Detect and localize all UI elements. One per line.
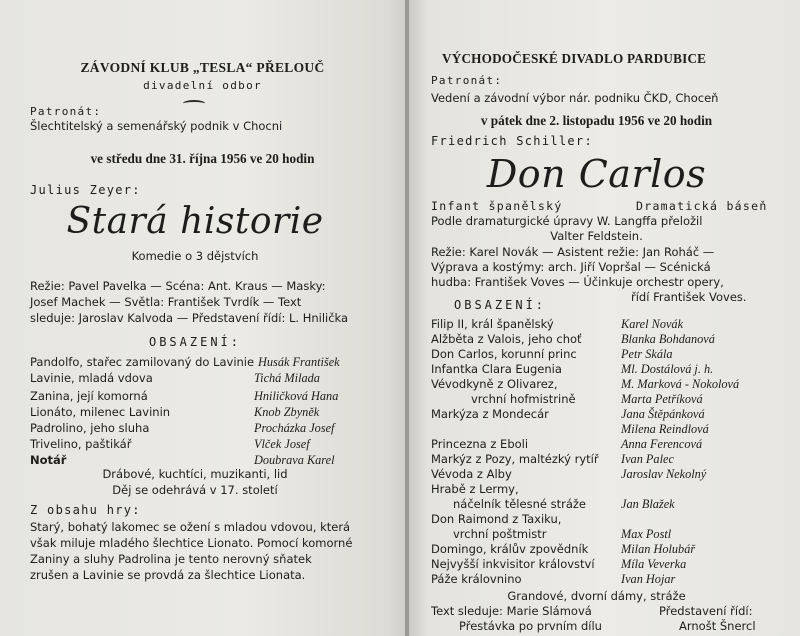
cast-role: Páže královnino [431,572,522,586]
play-subtitle: Komedie o 3 dějstvích [131,249,259,263]
cast-actor: Tichá Milada [254,371,320,385]
cast-actor: Vlček Josef [254,437,310,451]
cast-role: Notář [30,453,67,467]
cast-role: Hrabě z Lermy, [431,482,519,496]
performance-date: v pátek dne 2. listopadu 1956 ve 20 hodin [480,113,713,128]
cast-actor: Knob Zbyněk [254,405,320,419]
play-title: Don Carlos [486,152,707,196]
credits-line-2: Výprava a kostýmy: arch. Jiří Vopršal — Scénická [431,260,711,274]
cast-actor: Jan Blažek [621,497,675,511]
synopsis-line-3: Zaniny a sluhy Padrolina je tento nerovný sňatek [30,552,312,566]
cast-role: Lionáto, milenec Lavinin [30,405,171,419]
cast-heading: OBSAZENÍ: [148,335,242,349]
cast-role: Trivelino, paštikář [30,437,132,451]
cast-role: Vévodkyně z Olivarez, [431,377,558,391]
cast-role: Markýz z Pozy, maltézký rytíř [431,452,599,466]
credits-line-4: řídí František Voves. [631,290,747,304]
adaptation-line-1: Podle dramaturgické úpravy W. Langffa přeložil [431,214,703,228]
cast-actor: Ivan Hojar [621,572,676,586]
cast-role: vrchní hofmistrině [471,392,576,406]
cast-role: Filip II, král španělský [431,317,554,331]
synopsis-line-1: Starý, bohatý lakomec se ožení s mladou vdovou, která [30,520,351,534]
cast-actor: Jana Štěpánková [621,407,705,421]
cast-actor: Milena Reindlová [621,422,709,436]
cast-actor: Ivan Palec [621,452,674,466]
cast-role: Infantka Clara Eugenia [431,362,562,376]
adaptation-line-2: Valter Feldstein. [550,229,643,243]
cast-actor: Karel Novák [621,317,684,331]
theatre-name: VÝCHODOČESKÉ DIVADLO PARDUBICE [442,51,707,66]
director-label: Představení řídí: [659,604,753,618]
extras-line: Drábové, kuchtíci, muzikanti, lid [102,467,288,481]
ornament-mark [183,100,205,107]
cast-actor: Anna Ferencová [621,437,703,451]
play-subtitle-right: Dramatická báseň [636,199,768,213]
play-author: Julius Zeyer: [30,183,141,197]
play-subtitle-left: Infant španělský [431,199,563,213]
cast-role: náčelník tělesné stráže [453,497,586,511]
cast-actor: Milan Holubář [621,542,696,556]
cast-role: Princezna z Eboli [431,437,529,451]
extras-line: Grandové, dvorní dámy, stráže [507,589,686,603]
cast-role: Vévoda z Alby [431,467,512,481]
patronat-text: Šlechtitelský a semenářský podnik v Chocni [30,119,283,133]
cast-role: Nejvyšší inkvisitor království [431,557,595,571]
credits-line-3: hudba: František Voves — Účinkuje orchestr opery, [431,275,724,289]
cast-role: Zanina, její komorná [30,389,148,403]
patronat-label: Patronát: [431,74,503,87]
cast-role: Domingo, králův zpovědník [431,542,589,556]
text-follow-line: Text sleduje: Marie Slámová [431,604,592,618]
cast-actor: Procházka Josef [254,421,335,435]
club-name: ZÁVODNÍ KLUB „TESLA“ PŘELOUČ [80,60,325,75]
credits-line-3: sleduje: Jaroslav Kalvoda — Představení řídí: L. Hnilička [30,311,349,325]
cast-actor: Blanka Bohdanová [621,332,715,346]
cast-role: Markýza z Mondecár [431,407,549,421]
cast-actor: Hniličková Hana [254,389,339,403]
cast-role: Padrolino, jeho sluha [30,421,150,435]
cast-actor: Petr Skála [621,347,673,361]
play-title: Stará historie [66,201,324,242]
performance-date: ve středu dne 31. října 1956 ve 20 hodin [90,151,315,166]
cast-actor: Husák František [258,355,340,369]
club-section: divadelní odbor [143,79,262,92]
cast-role: Lavinie, mladá vdova [30,371,153,385]
cast-actor: Jaroslav Nekolný [621,467,707,481]
cast-actor: M. Marková - Nokolová [621,377,740,391]
cast-heading: OBSAZENÍ: [454,298,547,312]
cast-actor: Marta Petříková [621,392,703,406]
cast-actor: Max Postl [621,527,672,541]
cast-role: Don Carlos, korunní princ [431,347,577,361]
cast-actor: Míla Veverka [621,557,687,571]
play-author: Friedrich Schiller: [431,134,593,148]
credits-line-2: Josef Machek — Světla: František Tvrdík — Text [30,295,302,309]
intermission-line: Přestávka po prvním dílu [459,619,602,633]
cast-role: vrchní poštmistr [453,527,547,541]
cast-role: Pandolfo, stařec zamilovaný do Lavinie [30,355,255,369]
credits-line-1: Režie: Pavel Pavelka — Scéna: Ant. Kraus — Masky: [30,279,326,293]
cast-actor: Ml. Dostálová j. h. [621,362,714,376]
synopsis-label: Z obsahu hry: [30,503,141,517]
synopsis-line-4: zrušen a Lavinie se provdá za šlechtice Lionata. [30,568,306,582]
cast-actor: Doubrava Karel [254,453,335,467]
setting-line: Děj se odehrává v 17. století [112,483,278,497]
synopsis-line-2: však miluje mladého šlechtice Lionato. Pomocí komorné [30,536,353,550]
director-name: Arnošt Šnercl [679,619,756,633]
cast-role: Alžběta z Valois, jeho choť [431,332,582,346]
cast-role: Don Raimond z Taxiku, [431,512,562,526]
right-program-page [409,0,800,636]
patronat-text: Vedení a závodní výbor nár. podniku ČKD, Choceň [431,91,719,105]
patronat-label: Patronát: [30,105,102,118]
credits-line-1: Režie: Karel Novák — Asistent režie: Jan Roháč — [431,245,715,259]
